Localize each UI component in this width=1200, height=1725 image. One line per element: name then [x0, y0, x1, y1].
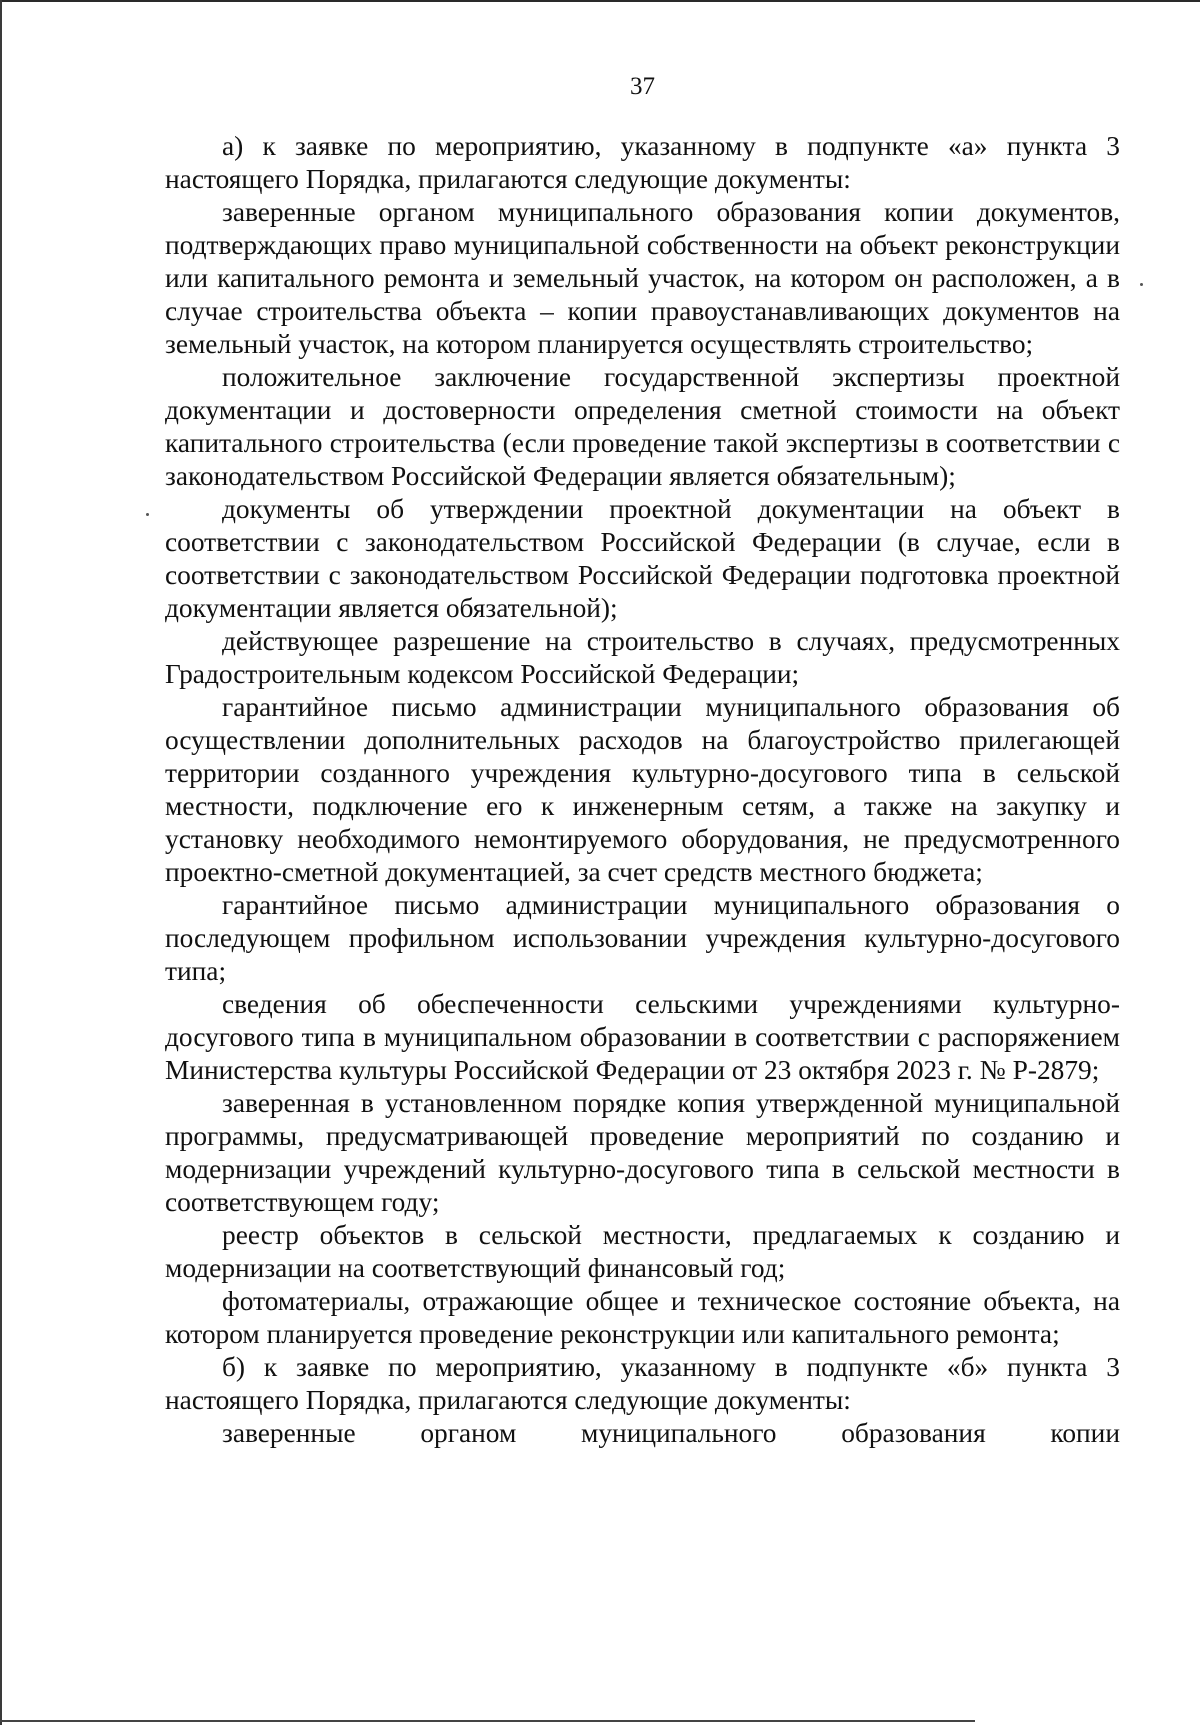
paragraph-guarantee-letter-expenses: гарантийное письмо администрации муниципального образования об осуществлении дополнительных расходов на благоустройство прилегающей территории созданного учреждения культурно-досугового типа в сельской местности, подключение его к инженерным сетям, а также на закупку и установку необходимого немонтируемого оборудования, не предусмотренного проектно-сметной документацией, за счет средств местного бюджета; [165, 692, 1120, 887]
paragraph-provision-info: сведения об обеспеченности сельскими учреждениями культурно-досугового типа в муниципальном образовании в соответствии с распоряжением Министерства культуры Российской Федерации от 23 октября 2023 г. № Р-2879; [165, 989, 1120, 1085]
scan-speck [1140, 283, 1143, 286]
scan-edge-bottom [0, 1720, 975, 1722]
paragraph-project-approval: документы об утверждении проектной документации на объект в соответствии с законодательством Российской Федерации (в случае, если в соответствии с законодательством Российской Федерации подготовка проектной документации является обязательной); [165, 494, 1120, 623]
page-number: 37 [630, 73, 655, 100]
paragraph-item-b: б) к заявке по мероприятию, указанному в подпункте «б» пункта 3 настоящего Порядка, прилагаются следующие документы: [165, 1352, 1120, 1415]
paragraph-photo-materials: фотоматериалы, отражающие общее и техническое состояние объекта, на котором планируется проведение реконструкции или капитального ремонта; [165, 1286, 1120, 1349]
paragraph-state-expertise: положительное заключение государственной экспертизы проектной документации и достоверности определения сметной стоимости на объект капитального строительства (если проведение такой экспертизы в соответствии с законодательством Российской Федерации является обязательным); [165, 362, 1120, 491]
paragraph-certified-copies: заверенные органом муниципального образования копии [222, 1418, 1120, 1448]
document-body [165, 130, 1120, 1450]
paragraph-municipal-program: заверенная в установленном порядке копия утвержденной муниципальной программы, предусматривающей проведение мероприятий по созданию и модернизации учреждений культурно-досугового типа в сельской местности в соответствующем году; [165, 1088, 1120, 1217]
paragraph-item-a: а) к заявке по мероприятию, указанному в подпункте «а» пункта 3 настоящего Порядка, прилагаются следующие документы: [165, 131, 1120, 194]
scan-speck [146, 513, 149, 516]
paragraph-objects-registry: реестр объектов в сельской местности, предлагаемых к созданию и модернизации на соответствующий финансовый год; [165, 1220, 1120, 1283]
paragraph-construction-permit: действующее разрешение на строительство в случаях, предусмотренных Градостроительным кодексом Российской Федерации; [165, 626, 1120, 689]
scan-edge-top [0, 0, 1200, 2]
paragraph-ownership-documents: заверенные органом муниципального образования копии документов, подтверждающих право муниципальной собственности на объект реконструкции или капитального ремонта и земельный участок, на котором он расположен, а в случае строительства объекта – копии правоустанавливающих документов на земельный участок, на котором планируется осуществлять строительство; [165, 197, 1120, 359]
scan-edge-left [0, 0, 2, 1725]
paragraph-guarantee-letter-usage: гарантийное письмо администрации муниципального образования о последующем профильном использовании учреждения культурно-досугового типа; [165, 890, 1120, 986]
